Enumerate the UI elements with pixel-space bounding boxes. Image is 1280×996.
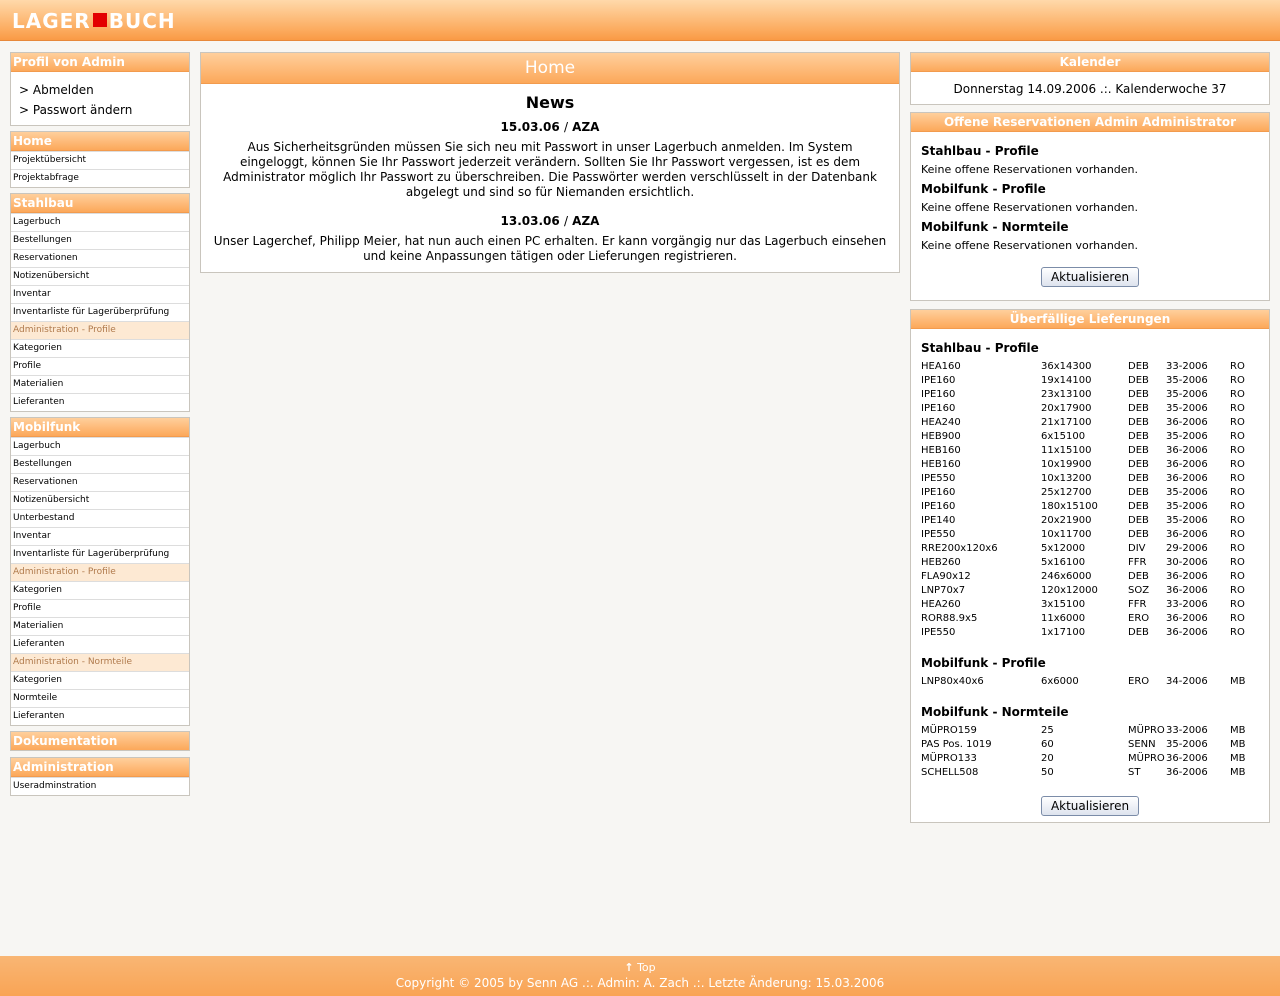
overdue-deliveries-panel (910, 309, 1270, 823)
nav-item-inventarliste[interactable]: Inventarliste für Lagerüberprüfung (11, 545, 189, 563)
table-cell: 36-2006 (1166, 767, 1208, 778)
table-cell: RO (1230, 543, 1245, 554)
table-cell: 20x17900 (1041, 403, 1092, 414)
refresh-reservations-button[interactable]: Aktualisieren (1041, 267, 1139, 287)
nav-item-kategorien[interactable]: Kategorien (11, 339, 189, 357)
news-date-line: 13.03.06 / AZA (500, 214, 600, 228)
nav-item-lieferanten[interactable]: Lieferanten (11, 393, 189, 411)
table-cell: RO (1230, 459, 1245, 470)
table-cell: RO (1230, 515, 1245, 526)
table-cell: RO (1230, 529, 1245, 540)
table-cell: 3x15100 (1041, 599, 1086, 610)
delivery-group-title: Mobilfunk - Profile (921, 656, 1046, 670)
table-cell: DEB (1128, 529, 1149, 540)
top-link-label: Top (637, 961, 656, 974)
table-cell: FLA90x12 (921, 571, 971, 582)
table-cell: RO (1230, 361, 1245, 372)
table-cell: 36x14300 (1041, 361, 1092, 372)
table-cell: RO (1230, 431, 1245, 442)
top-link[interactable] (0, 961, 1280, 974)
table-cell: 36-2006 (1166, 445, 1208, 456)
nav-item-kategorien[interactable]: Kategorien (11, 581, 189, 599)
delivery-group-title: Mobilfunk - Normteile (921, 705, 1069, 719)
nav-doku-title[interactable]: Dokumentation (11, 732, 189, 750)
table-cell: 36-2006 (1166, 459, 1208, 470)
table-cell: RO (1230, 417, 1245, 428)
table-cell: RO (1230, 627, 1245, 638)
table-cell: 10x13200 (1041, 473, 1092, 484)
table-row (921, 570, 1245, 584)
table-row (921, 374, 1245, 388)
table-row (921, 724, 1246, 738)
table-row (921, 388, 1245, 402)
table-cell: MÜPRO159 (921, 725, 977, 736)
table-cell: 11x15100 (1041, 445, 1092, 456)
table-cell: MÜPRO133 (921, 753, 977, 764)
table-cell: 6x6000 (1041, 676, 1079, 687)
table-cell: IPE160 (921, 487, 956, 498)
nav-mobilfunk-section (10, 417, 190, 726)
table-cell: 25 (1041, 725, 1054, 736)
reservation-group-title: Stahlbau - Profile (921, 144, 1039, 158)
logo-text-left: LAGER (12, 9, 91, 33)
table-cell: RO (1230, 613, 1245, 624)
table-cell: 23x13100 (1041, 389, 1092, 400)
table-row (921, 458, 1245, 472)
table-cell: MB (1230, 739, 1246, 750)
table-row (921, 416, 1245, 430)
table-cell: FFR (1128, 557, 1147, 568)
table-cell: MB (1230, 676, 1246, 687)
table-cell: DEB (1128, 403, 1149, 414)
table-cell: 20x21900 (1041, 515, 1092, 526)
news-text: Unser Lagerchef, Philipp Meier, hat nun auch einen PC erhalten. Er kann vorgängig nur das Lagerbuch einsehen und keine Anpassungen tätigen oder Lieferungen registrieren. (213, 234, 887, 263)
profile-title: Profil von Admin Administrator (11, 53, 189, 72)
nav-item-materialien[interactable]: Materialien (11, 375, 189, 393)
calendar-panel (910, 52, 1270, 105)
nav-subheader-admin-normteile: Administration - Normteile (11, 653, 189, 671)
table-cell: HEA260 (921, 599, 961, 610)
table-cell: 29-2006 (1166, 543, 1208, 554)
table-cell: RO (1230, 403, 1245, 414)
table-cell: 36-2006 (1166, 571, 1208, 582)
table-cell: LNP80x40x6 (921, 676, 984, 687)
nav-home-section (10, 131, 190, 188)
table-cell: 10x19900 (1041, 459, 1092, 470)
table-cell: ROR88.9x5 (921, 613, 978, 624)
table-cell: 36-2006 (1166, 627, 1208, 638)
table-cell: HEB160 (921, 445, 961, 456)
table-cell: 35-2006 (1166, 389, 1208, 400)
table-cell: RO (1230, 571, 1245, 582)
table-row (921, 752, 1246, 766)
table-cell: 5x12000 (1041, 543, 1086, 554)
nav-item-kategorien[interactable]: Kategorien (11, 671, 189, 689)
table-cell: 35-2006 (1166, 515, 1208, 526)
table-cell: 10x11700 (1041, 529, 1092, 540)
table-row (921, 360, 1245, 374)
table-cell: IPE160 (921, 501, 956, 512)
table-cell: MB (1230, 753, 1246, 764)
table-row (921, 514, 1245, 528)
nav-item-bestellungen[interactable]: Bestellungen (11, 455, 189, 473)
nav-subheader-admin-profile: Administration - Profile (11, 321, 189, 339)
nav-item-notizenuebersicht[interactable]: Notizenübersicht (11, 267, 189, 285)
table-cell: 180x15100 (1041, 501, 1098, 512)
table-cell: RO (1230, 375, 1245, 386)
reservation-group-note: Keine offene Reservationen vorhanden. (921, 163, 1139, 176)
nav-item-inventar[interactable]: Inventar (11, 527, 189, 545)
table-cell: MB (1230, 767, 1246, 778)
nav-mobilfunk-title[interactable]: Mobilfunk (11, 418, 189, 437)
table-cell: 246x6000 (1041, 571, 1092, 582)
table-cell: 33-2006 (1166, 725, 1208, 736)
table-cell: RRE200x120x6 (921, 543, 998, 554)
footer (0, 956, 1280, 996)
table-row (921, 430, 1245, 444)
table-cell: DEB (1128, 487, 1149, 498)
table-cell: 60 (1041, 739, 1054, 750)
nav-item-inventarliste[interactable]: Inventarliste für Lagerüberprüfung (11, 303, 189, 321)
reservation-group-title: Mobilfunk - Profile (921, 182, 1046, 196)
logo-square-icon (93, 13, 107, 27)
table-cell: RO (1230, 445, 1245, 456)
nav-subheader-admin-profile: Administration - Profile (11, 563, 189, 581)
table-cell: 30-2006 (1166, 557, 1208, 568)
reservations-title: Offene Reservationen Admin Administrator (911, 113, 1269, 132)
nav-item-normteile[interactable]: Normteile (11, 689, 189, 707)
delivery-table (921, 675, 1246, 689)
table-cell: HEB260 (921, 557, 961, 568)
table-cell: 33-2006 (1166, 599, 1208, 610)
table-row (921, 542, 1245, 556)
calendar-title: Kalender (911, 53, 1269, 72)
table-cell: 35-2006 (1166, 375, 1208, 386)
page-title: Home (201, 53, 899, 84)
nav-admin-title[interactable]: Administration (11, 758, 189, 777)
change-password-link[interactable]: > Passwort ändern (19, 103, 133, 117)
nav-item-lagerbuch[interactable]: Lagerbuch (11, 213, 189, 231)
table-cell: DEB (1128, 431, 1149, 442)
table-cell: PAS Pos. 1019 (921, 739, 992, 750)
table-cell: 6x15100 (1041, 431, 1086, 442)
table-cell: 36-2006 (1166, 613, 1208, 624)
table-cell: 35-2006 (1166, 739, 1208, 750)
table-cell: 33-2006 (1166, 361, 1208, 372)
nav-item-notizenuebersicht[interactable]: Notizenübersicht (11, 491, 189, 509)
table-cell: LNP70x7 (921, 585, 966, 596)
news-panel (200, 52, 900, 273)
table-cell: RO (1230, 585, 1245, 596)
news-date: 15.03.06 (500, 120, 560, 134)
table-cell: HEA160 (921, 361, 961, 372)
nav-item-bestellungen[interactable]: Bestellungen (11, 231, 189, 249)
nav-stahlbau-section (10, 193, 190, 412)
delivery-group-title: Stahlbau - Profile (921, 341, 1039, 355)
table-cell: 25x12700 (1041, 487, 1092, 498)
table-cell: IPE140 (921, 515, 956, 526)
table-cell: DEB (1128, 445, 1149, 456)
table-cell: DEB (1128, 375, 1149, 386)
top-banner (0, 0, 1280, 41)
table-cell: DEB (1128, 571, 1149, 582)
table-cell: IPE160 (921, 375, 956, 386)
table-cell: RO (1230, 473, 1245, 484)
table-cell: DEB (1128, 459, 1149, 470)
nav-item-profile[interactable]: Profile (11, 357, 189, 375)
table-row (921, 556, 1245, 570)
nav-item-lieferanten[interactable]: Lieferanten (11, 635, 189, 653)
reservations-panel (910, 112, 1270, 301)
table-row (921, 486, 1245, 500)
reservation-group-note: Keine offene Reservationen vorhanden. (921, 201, 1139, 214)
nav-item-reservationen[interactable]: Reservationen (11, 249, 189, 267)
table-row (921, 766, 1246, 780)
table-cell: HEB160 (921, 459, 961, 470)
table-cell: ERO (1128, 676, 1150, 687)
nav-admin-section (10, 757, 190, 796)
table-cell: IPE550 (921, 627, 956, 638)
table-cell: DEB (1128, 501, 1149, 512)
table-cell: 36-2006 (1166, 585, 1208, 596)
table-cell: MB (1230, 725, 1246, 736)
logo-text-right: BUCH (108, 9, 176, 33)
table-row (921, 675, 1246, 689)
table-cell: RO (1230, 599, 1245, 610)
table-row (921, 444, 1245, 458)
table-cell: 19x14100 (1041, 375, 1092, 386)
news-date-line: 15.03.06 / AZA (500, 120, 600, 134)
table-cell: IPE160 (921, 403, 956, 414)
nav-item-reservationen[interactable]: Reservationen (11, 473, 189, 491)
table-cell: 34-2006 (1166, 676, 1208, 687)
table-row (921, 612, 1245, 626)
reservation-group-note: Keine offene Reservationen vorhanden. (921, 239, 1139, 252)
nav-home-title[interactable]: Home (11, 132, 189, 151)
nav-item-materialien[interactable]: Materialien (11, 617, 189, 635)
table-cell: 36-2006 (1166, 753, 1208, 764)
nav-item-lagerbuch[interactable]: Lagerbuch (11, 437, 189, 455)
table-row (921, 472, 1245, 486)
table-cell: 120x12000 (1041, 585, 1098, 596)
table-cell: SENN (1128, 739, 1156, 750)
table-cell: ST (1128, 767, 1141, 778)
table-cell: SOZ (1128, 585, 1150, 596)
arrow-up-icon: ↑ (624, 961, 634, 974)
reservation-group-title: Mobilfunk - Normteile (921, 220, 1069, 234)
nav-item-unterbestand[interactable]: Unterbestand (11, 509, 189, 527)
table-cell: RO (1230, 557, 1245, 568)
table-cell: 11x6000 (1041, 613, 1086, 624)
table-row (921, 402, 1245, 416)
delivery-table (921, 724, 1246, 780)
nav-item-lieferanten[interactable]: Lieferanten (11, 707, 189, 725)
overdue-deliveries-title: Überfällige Lieferungen (911, 310, 1269, 329)
nav-item-inventar[interactable]: Inventar (11, 285, 189, 303)
nav-item-projektuebersicht[interactable]: Projektübersicht (11, 151, 189, 169)
table-cell: 36-2006 (1166, 417, 1208, 428)
table-row (921, 598, 1245, 612)
table-cell: 21x17100 (1041, 417, 1092, 428)
table-cell: DEB (1128, 473, 1149, 484)
table-cell: DEB (1128, 417, 1149, 428)
table-cell: MÜPRO (1128, 725, 1165, 736)
table-cell: DEB (1128, 389, 1149, 400)
copyright-text: Copyright © 2005 by Senn AG .:. Admin: A. Zach .:. Letzte Änderung: 15.03.2006 (395, 976, 885, 990)
refresh-deliveries-button[interactable]: Aktualisieren (1041, 796, 1139, 816)
table-cell: 35-2006 (1166, 487, 1208, 498)
table-row (921, 528, 1245, 542)
news-text: Aus Sicherheitsgründen müssen Sie sich neu mit Passwort in unser Lagerbuch anmelden. Im System eingeloggt, können Sie Ihr Passwort jederzeit verändern. Sollten Sie Ihr Passwort vergessen, ist es dem Administrator möglich Ihr Passwort zu überschreiben. Die Passwörter werden verschlüsselt in der Datenbank abgelegt und sind so für Niemanden ersichtlich. (223, 140, 877, 199)
table-cell: IPE160 (921, 389, 956, 400)
delivery-table (921, 360, 1245, 640)
logo[interactable] (12, 9, 176, 33)
table-cell: ERO (1128, 613, 1150, 624)
news-date: 13.03.06 (500, 214, 560, 228)
table-cell: 36-2006 (1166, 529, 1208, 540)
table-row (921, 626, 1245, 640)
nav-item-projektabfrage[interactable]: Projektabfrage (11, 169, 189, 187)
table-cell: 5x16100 (1041, 557, 1086, 568)
table-cell: RO (1230, 487, 1245, 498)
table-cell: RO (1230, 389, 1245, 400)
table-cell: HEB900 (921, 431, 961, 442)
table-row (921, 500, 1245, 514)
table-cell: DEB (1128, 361, 1149, 372)
table-cell: DEB (1128, 515, 1149, 526)
nav-item-useradministration[interactable]: Useradminstration (11, 777, 189, 795)
table-row (921, 584, 1245, 598)
table-cell: IPE550 (921, 529, 956, 540)
news-heading: News (525, 93, 575, 112)
profile-box (10, 52, 190, 126)
news-author: AZA (572, 120, 600, 134)
table-cell: 36-2006 (1166, 473, 1208, 484)
table-cell: DIV (1128, 543, 1146, 554)
table-cell: DEB (1128, 627, 1149, 638)
deliveries-content (911, 341, 1269, 780)
table-cell: 35-2006 (1166, 403, 1208, 414)
table-cell: 1x17100 (1041, 627, 1086, 638)
table-cell: 50 (1041, 767, 1054, 778)
logout-link[interactable]: > Abmelden (19, 83, 94, 97)
nav-item-profile[interactable]: Profile (11, 599, 189, 617)
news-author: AZA (572, 214, 600, 228)
table-cell: 20 (1041, 753, 1054, 764)
nav-stahlbau-title[interactable]: Stahlbau (11, 194, 189, 213)
table-cell: 35-2006 (1166, 431, 1208, 442)
table-cell: HEA240 (921, 417, 961, 428)
table-row (921, 738, 1246, 752)
table-cell: IPE550 (921, 473, 956, 484)
table-cell: RO (1230, 501, 1245, 512)
table-cell: SCHELL508 (921, 767, 979, 778)
table-cell: FFR (1128, 599, 1147, 610)
calendar-date-text: Donnerstag 14.09.2006 .:. Kalenderwoche 37 (953, 82, 1227, 96)
table-cell: 35-2006 (1166, 501, 1208, 512)
nav-doku-section (10, 731, 190, 751)
table-cell: MÜPRO (1128, 753, 1165, 764)
